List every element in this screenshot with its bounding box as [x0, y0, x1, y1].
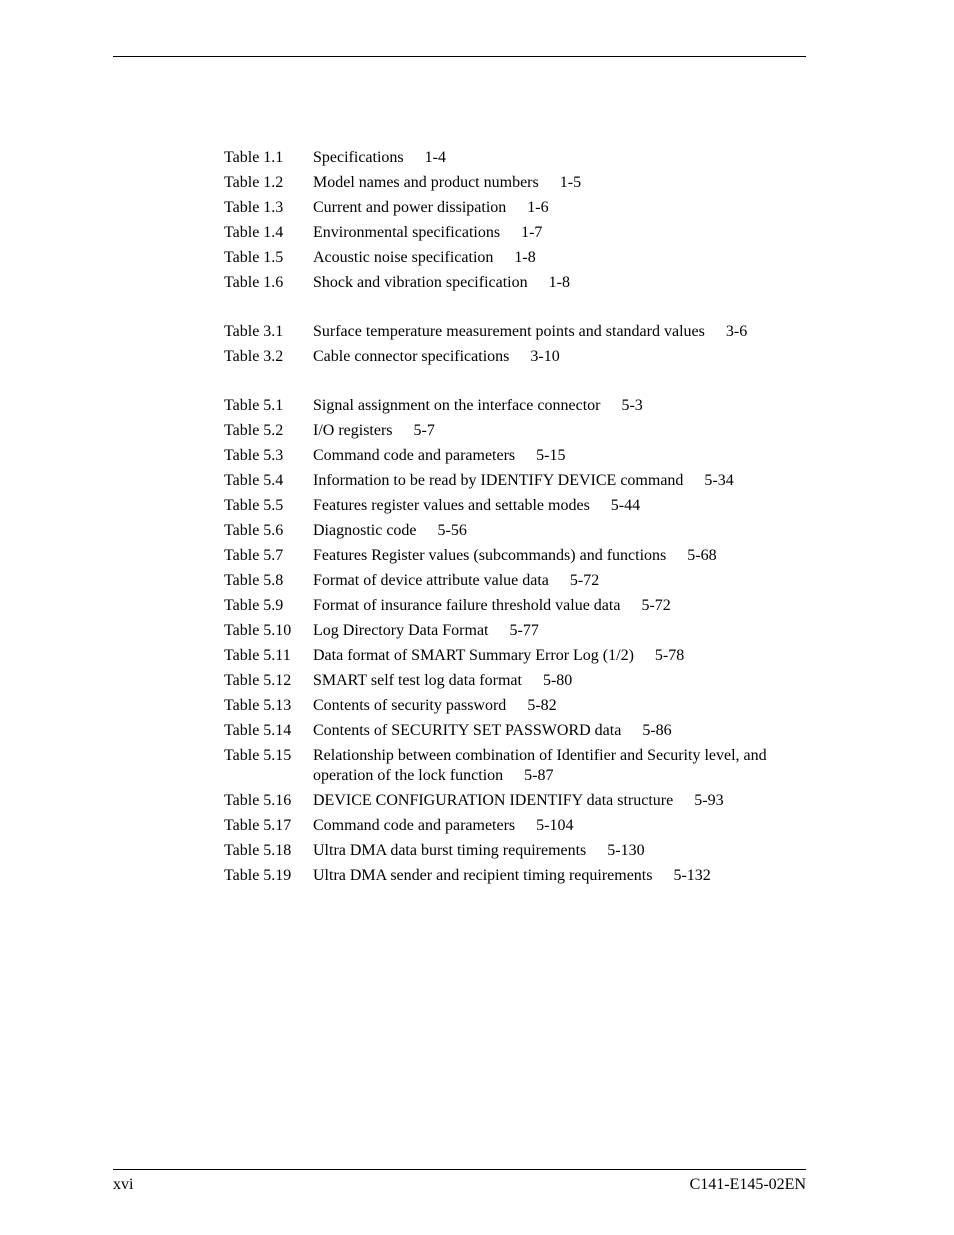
table-entry-text: [313, 646, 799, 666]
table-number: Table 5.11: [224, 647, 291, 664]
table-page-reference[interactable]: 5-72: [569, 572, 600, 589]
footer-document-code: C141-E145-02EN: [689, 1176, 806, 1193]
table-title: Format of insurance failure threshold value data: [313, 597, 621, 614]
table-number: Table 1.4: [224, 224, 284, 241]
table-title: Log Directory Data Format: [313, 622, 489, 639]
table-page-reference[interactable]: 5-68: [687, 547, 717, 564]
table-page-reference[interactable]: 5-34: [704, 472, 734, 489]
table-number: Table 5.10: [224, 622, 292, 639]
table-number: Table 5.8: [224, 572, 284, 589]
table-number: Table 5.6: [224, 522, 284, 539]
table-entry-text: [313, 791, 799, 811]
table-list-entry[interactable]: [224, 469, 799, 494]
table-entry-text: [313, 596, 799, 616]
table-entry-text: [313, 446, 799, 466]
table-entry-text: [313, 396, 799, 416]
table-title: Ultra DMA data burst timing requirements: [313, 842, 587, 859]
table-entry-text: [313, 273, 799, 293]
table-number: Table 5.3: [224, 447, 284, 464]
table-list-entry[interactable]: [224, 694, 799, 719]
table-title: Format of device attribute value data: [313, 572, 549, 589]
table-list-entry[interactable]: [224, 569, 799, 594]
table-title: Contents of SECURITY SET PASSWORD data: [313, 722, 622, 739]
table-entry-text: [313, 521, 799, 541]
table-list-entry[interactable]: [224, 320, 799, 345]
table-page-reference[interactable]: 5-72: [641, 597, 671, 614]
table-entry-text: [313, 322, 799, 342]
table-number: Table 5.12: [224, 672, 292, 689]
table-number: Table 3.1: [224, 323, 284, 340]
table-title: Current and power dissipation: [313, 199, 507, 216]
header-rule: [113, 56, 806, 57]
table-number: Table 5.2: [224, 422, 284, 439]
table-number: Table 1.3: [224, 199, 284, 216]
table-title: Signal assignment on the interface connector: [313, 397, 601, 414]
table-title: Acoustic noise specification: [313, 249, 494, 266]
table-page-reference[interactable]: 5-132: [673, 867, 711, 884]
footer-page-number: xvi: [113, 1176, 134, 1193]
table-list-entry[interactable]: [224, 394, 799, 419]
table-title: Shock and vibration specification: [313, 274, 528, 291]
table-page-reference[interactable]: 3-6: [725, 323, 748, 340]
table-page-reference[interactable]: 5-93: [694, 792, 724, 809]
table-page-reference[interactable]: 5-104: [536, 817, 574, 834]
table-title: Data format of SMART Summary Error Log (1/2): [313, 647, 634, 664]
table-entry-text: [313, 173, 799, 193]
table-page-reference[interactable]: 5-7: [413, 422, 435, 439]
table-title: DEVICE CONFIGURATION IDENTIFY data structure: [313, 792, 674, 809]
table-page-reference[interactable]: 5-3: [621, 397, 643, 414]
table-number: Table 5.4: [224, 472, 284, 489]
table-number: Table 5.18: [224, 842, 292, 859]
table-list-entry[interactable]: [224, 146, 799, 171]
table-title: Environmental specifications: [313, 224, 501, 241]
table-list-entry[interactable]: [224, 789, 799, 814]
table-title: Cable connector specifications: [313, 348, 510, 365]
table-list-entry[interactable]: [224, 271, 799, 296]
table-number: Table 5.19: [224, 867, 292, 884]
table-title: Command code and parameters: [313, 447, 516, 464]
table-list-group: [224, 394, 799, 889]
table-list-entry[interactable]: [224, 814, 799, 839]
table-page-reference[interactable]: 1-7: [521, 224, 543, 241]
table-list-entry[interactable]: [224, 669, 799, 694]
table-number: Table 1.5: [224, 249, 284, 266]
table-page-reference[interactable]: 1-8: [514, 249, 536, 266]
table-entry-text: [313, 546, 799, 566]
table-title: Information to be read by IDENTIFY DEVICE command: [313, 472, 684, 489]
footer-rule: [113, 1169, 806, 1170]
table-list-entry[interactable]: [224, 519, 799, 544]
table-page-reference[interactable]: 3-10: [530, 348, 560, 365]
table-number: Table 5.16: [224, 792, 292, 809]
table-entry-text: [313, 721, 799, 741]
table-entry-text: [313, 198, 799, 218]
table-entry-text: [313, 347, 799, 367]
table-entry-text: [313, 571, 799, 591]
table-number: Table 5.14: [224, 722, 292, 739]
table-number: Table 5.13: [224, 697, 292, 714]
table-title: Relationship between combination of Identifier and Security level, and operation of the lock function: [313, 747, 767, 784]
table-list-entry[interactable]: [224, 644, 799, 669]
table-list-entry[interactable]: [224, 494, 799, 519]
table-title: Command code and parameters: [313, 817, 516, 834]
table-entry-text: [313, 496, 799, 516]
table-title: Model names and product numbers: [313, 174, 539, 191]
table-title: Features register values and settable modes: [313, 497, 590, 514]
table-number: Table 5.5: [224, 497, 284, 514]
table-list-group: [224, 320, 799, 370]
table-page-reference[interactable]: 5-56: [437, 522, 467, 539]
table-title: Surface temperature measurement points and standard values: [313, 323, 705, 340]
table-title: Features Register values (subcommands) and functions: [313, 547, 667, 564]
table-list-entry[interactable]: [224, 864, 799, 889]
table-list-entry[interactable]: [224, 171, 799, 196]
table-page-reference[interactable]: 5-44: [610, 497, 641, 514]
table-list-entry[interactable]: [224, 196, 799, 221]
table-entry-text: [313, 696, 799, 716]
table-entry-text: [313, 816, 799, 836]
table-list-entry[interactable]: [224, 419, 799, 444]
table-list-entry[interactable]: [224, 444, 799, 469]
list-of-tables: [224, 146, 799, 889]
table-page-reference[interactable]: 5-78: [654, 647, 685, 664]
table-title: Ultra DMA sender and recipient timing requirements: [313, 867, 653, 884]
table-number: Table 5.7: [224, 547, 284, 564]
table-list-entry[interactable]: [224, 345, 799, 370]
table-number: Table 5.15: [224, 747, 292, 764]
table-list-entry[interactable]: [224, 744, 799, 789]
table-page-reference[interactable]: 5-86: [642, 722, 672, 739]
table-page-reference[interactable]: 5-87: [524, 767, 554, 784]
table-page-reference[interactable]: 5-82: [527, 697, 557, 714]
table-list-group: [224, 146, 799, 296]
table-entry-text: [313, 421, 799, 441]
table-page-reference[interactable]: 1-5: [559, 174, 582, 191]
table-entry-text: [313, 248, 799, 268]
table-entry-text: [313, 621, 799, 641]
table-entry-text: [313, 841, 799, 861]
table-list-entry[interactable]: [224, 221, 799, 246]
table-entry-text: [313, 746, 799, 786]
table-title: I/O registers: [313, 422, 393, 439]
table-list-entry[interactable]: [224, 719, 799, 744]
table-number: Table 1.6: [224, 274, 284, 291]
table-list-entry[interactable]: [224, 246, 799, 271]
table-list-entry[interactable]: [224, 619, 799, 644]
table-page-reference[interactable]: 5-77: [509, 622, 539, 639]
table-entry-text: [313, 471, 799, 491]
table-title: Contents of security password: [313, 697, 507, 714]
table-entry-text: [313, 671, 799, 691]
table-number: Table 5.17: [224, 817, 292, 834]
table-number: Table 5.1: [224, 397, 284, 414]
table-list-entry[interactable]: [224, 544, 799, 569]
table-page-reference[interactable]: 5-15: [536, 447, 566, 464]
table-page-reference[interactable]: 1-6: [527, 199, 549, 216]
table-number: Table 5.9: [224, 597, 284, 614]
table-number: Table 3.2: [224, 348, 284, 365]
table-number: Table 1.1: [224, 149, 284, 166]
table-page-reference[interactable]: 5-130: [607, 842, 645, 859]
table-list-entry[interactable]: [224, 594, 799, 619]
table-title: SMART self test log data format: [313, 672, 522, 689]
table-page-reference[interactable]: 1-4: [424, 149, 446, 166]
table-list-entry[interactable]: [224, 839, 799, 864]
table-page-reference[interactable]: 1-8: [548, 274, 570, 291]
table-entry-text: [313, 148, 799, 168]
table-entry-text: [313, 866, 799, 886]
table-title: Specifications: [313, 149, 404, 166]
table-page-reference[interactable]: 5-80: [542, 672, 573, 689]
table-entry-text: [313, 223, 799, 243]
table-number: Table 1.2: [224, 174, 284, 191]
table-title: Diagnostic code: [313, 522, 417, 539]
